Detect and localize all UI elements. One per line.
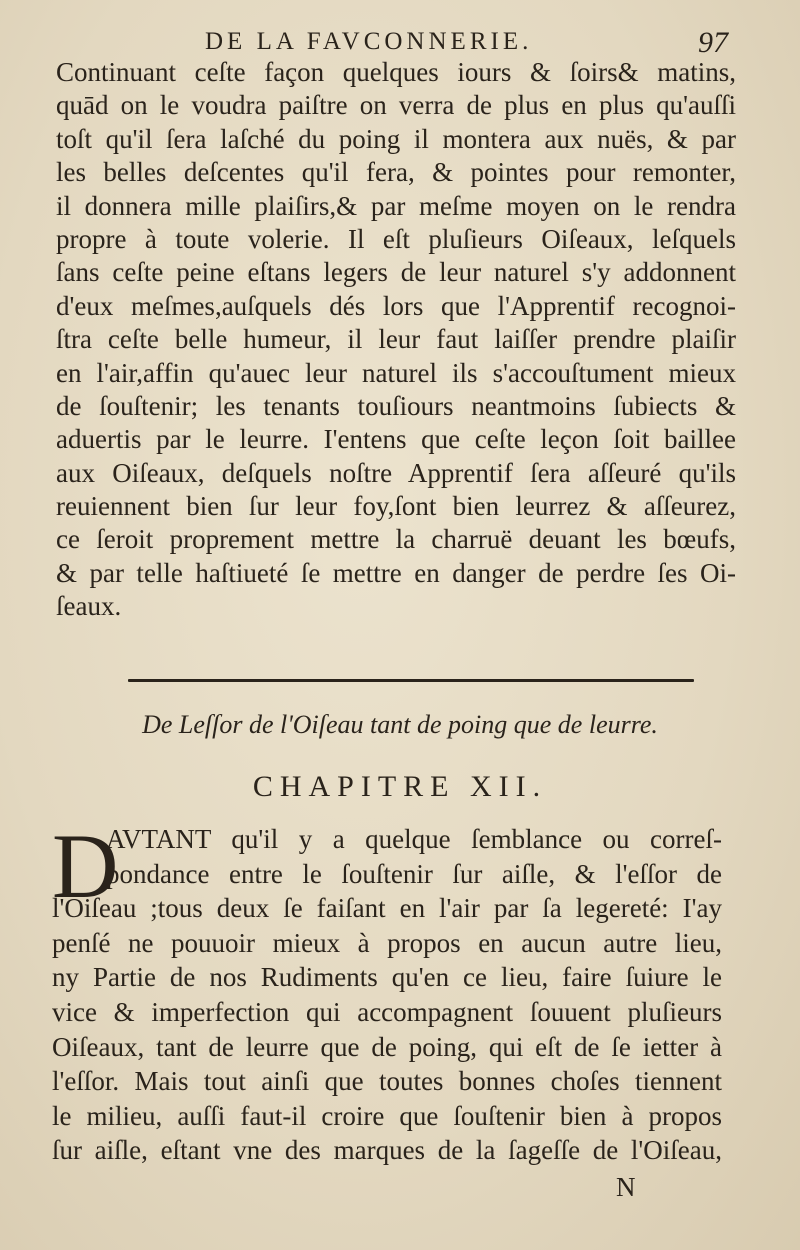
- text-line: ce ſeroit proprement mettre la charruë deuant les bœufs,: [56, 524, 736, 555]
- page-number: 97: [698, 26, 728, 59]
- text-line: toſt qu'il ſera laſché du poing il montera aux nuës, & par: [56, 123, 736, 154]
- text-line: en l'air,affin qu'auec leur naturel ils s'accouſtument mieux: [56, 357, 736, 388]
- section-divider-rule: [128, 679, 694, 682]
- chapter-title: CHAPITRE XII.: [252, 770, 548, 803]
- text-line: quād on le voudra paiſtre on verra de plus en plus qu'auſſi: [56, 90, 736, 121]
- text-line: il donnera mille plaiſirs,& par meſme moyen on le rendra: [56, 190, 736, 221]
- paragraph-continued: [56, 56, 736, 624]
- text-line: AVTANT qu'il y a quelque ſemblance ou correſ-: [106, 824, 722, 854]
- text-line: propre à toute volerie. Il eſt pluſieurs Oiſeaux, leſquels: [56, 223, 736, 254]
- text-line: Continuant ceſte façon quelques iours & ſoirs& matins,: [56, 57, 736, 87]
- text-line: ny Partie de nos Rudiments qu'en ce lieu, faire ſuiure le: [52, 962, 722, 993]
- text-line: le milieu, auſſi faut-il croire que ſouſtenir bien à propos: [52, 1100, 722, 1131]
- chapter-paragraph: [52, 815, 722, 1168]
- text-line: les belles deſcentes qu'il fera, & pointes pour remonter,: [56, 157, 736, 188]
- text-line: ſtra ceſte belle humeur, il leur faut laiſſer prendre plaiſir: [56, 324, 736, 355]
- signature-mark: N: [616, 1172, 636, 1202]
- text-line: aduertis par le leurre. I'entens que ceſte leçon ſoit baillee: [56, 424, 736, 455]
- drop-cap-letter: D: [52, 815, 119, 917]
- text-line: de ſouſtenir; les tenants touſiours neantmoins ſubiects &: [56, 390, 736, 421]
- text-line: reuiennent bien ſur leur foy,ſont bien leurrez & aſſeurez,: [56, 491, 736, 522]
- text-line: ſur aiſle, eſtant vne des marques de la ſageſſe de l'Oiſeau,: [52, 1135, 722, 1166]
- section-heading: De Leſſor de l'Oiſeau tant de poing que de leurre.: [142, 710, 658, 739]
- text-line: & par telle haſtiueté ſe mettre en danger de perdre ſes Oi-: [56, 557, 736, 588]
- text-line: penſé ne pouuoir mieux à propos en aucun autre lieu,: [52, 927, 722, 958]
- text-line: Oiſeaux, tant de leurre que de poing, qui eſt de ſe ietter à: [52, 1031, 722, 1062]
- text-line: l'eſſor. Mais tout ainſi que toutes bonnes choſes tiennent: [52, 1066, 722, 1097]
- text-line: ſeaux.: [56, 591, 122, 622]
- text-line: l'Oiſeau ;tous deux ſe faiſant en l'air par ſa legereté: I'ay: [52, 893, 722, 924]
- running-title: DE LA FAVCONNERIE.: [205, 28, 533, 55]
- text-line: ſans ceſte peine eſtans legers de leur naturel s'y addonnent: [56, 257, 736, 288]
- text-line: vice & imperfection qui accompagnent ſouuent pluſieurs: [52, 996, 722, 1027]
- page-header: [0, 14, 800, 59]
- text-line: pondance entre le ſouſtenir ſur aiſle, & l'eſſor de: [106, 858, 722, 889]
- text-line: d'eux meſmes,auſquels dés lors que l'Apprentif recognoi-: [56, 290, 736, 321]
- text-line: aux Oiſeaux, deſquels noſtre Apprentif ſera aſſeuré qu'ils: [56, 457, 736, 488]
